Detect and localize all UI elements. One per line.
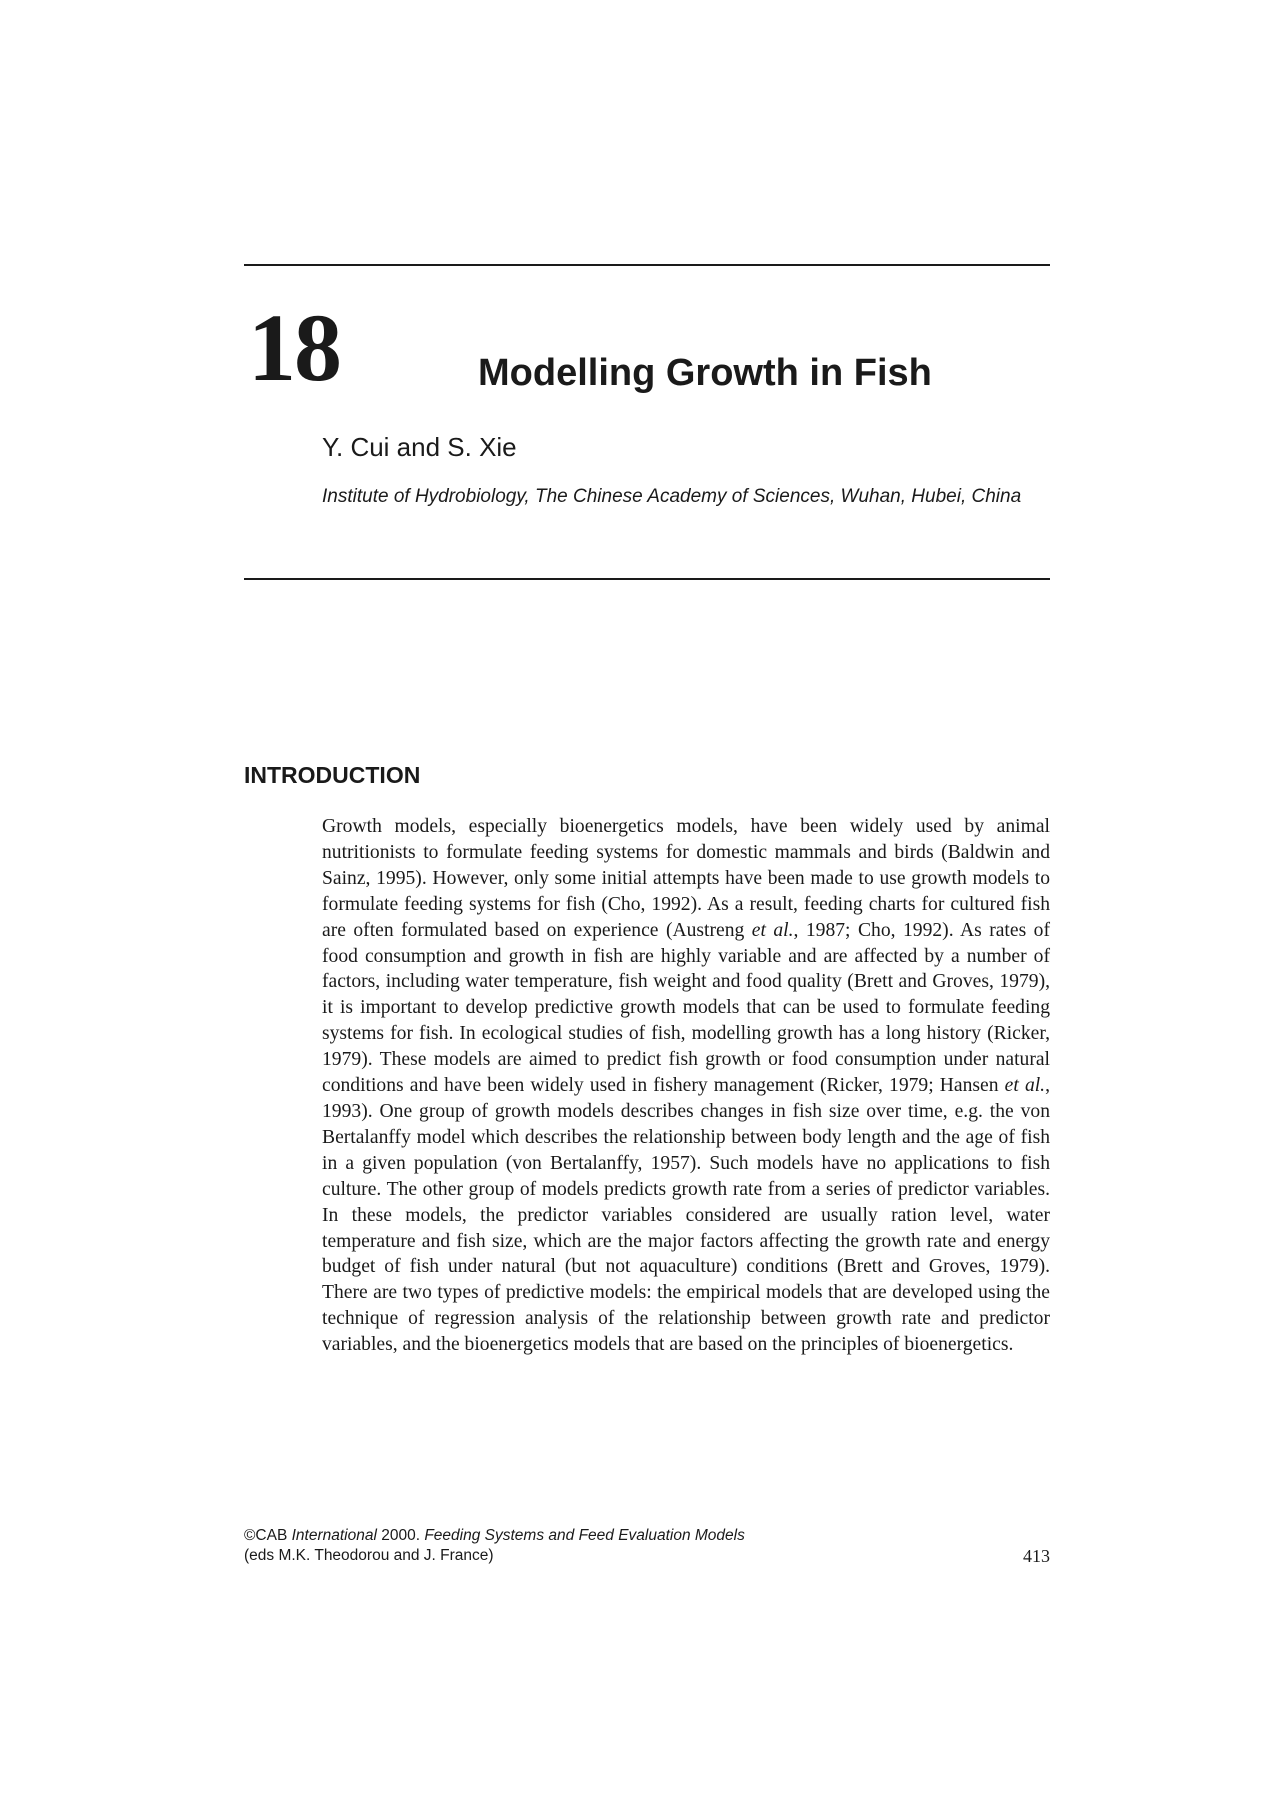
footer-year: 2000. <box>381 1527 421 1544</box>
section-heading: INTRODUCTION <box>244 762 421 788</box>
chapter-title: Modelling Growth in Fish <box>478 352 932 394</box>
footer-book-title: Feeding Systems and Feed Evaluation Models <box>424 1527 745 1544</box>
footer-citation <box>244 1526 1050 1546</box>
introduction-paragraph: Growth models, especially bioenergetics models, have been widely used by animal nutritionists to formulate feeding systems for domestic mammals and birds (Baldwin and Sainz, 1995). However, only some initial attempts have been made to use growth models to formulate feeding systems for fish (Cho, 1992). As a result, feeding charts for cultured fish are often formulated based on experience (Austreng et al., 1987; Cho, 1992). As rates of food consumption and growth in fish are highly variable and are affected by a number of factors, including water temperature, fish weight and food quality (Brett and Groves, 1979), it is important to develop predictive growth models that can be used to formulate feeding systems for fish. In ecological studies of fish, modelling growth has a long history (Ricker, 1979). These models are aimed to predict fish growth or food consumption under natural conditions and have been widely used in fishery management (Ricker, 1979; Hansen et al., 1993). One group of growth models describes changes in fish size over time, e.g. the von Bertalanffy model which describes the relationship between body length and the age of fish in a given population (von Bertalanffy, 1957). Such models have no applications to fish culture. The other group of models predicts growth rate from a series of predictor variables. In these models, the predictor variables considered are usually ration level, water temperature and fish size, which are the major factors affecting the growth rate and energy budget of fish under natural (but not aquaculture) conditions (Brett and Groves, 1979). There are two types of predictive models: the empirical models that are developed using the technique of regression analysis of the relationship between growth rate and predictor variables, and the bioenergetics models that are based on the principles of bioenergetics. <box>322 816 1050 1356</box>
page-footer <box>244 1526 1050 1566</box>
chapter-authors: Y. Cui and S. Xie <box>322 432 517 462</box>
chapter-number: 18 <box>248 294 340 401</box>
footer-copyright: ©CAB <box>244 1527 288 1544</box>
page-number: 413 <box>1023 1546 1050 1566</box>
top-rule <box>244 264 1050 266</box>
footer-publisher: International <box>291 1527 377 1544</box>
bottom-rule <box>244 578 1050 580</box>
footer-editors: (eds M.K. Theodorou and J. France) <box>244 1547 494 1564</box>
author-affiliation: Institute of Hydrobiology, The Chinese Academy of Sciences, Wuhan, Hubei, China <box>322 486 1022 507</box>
